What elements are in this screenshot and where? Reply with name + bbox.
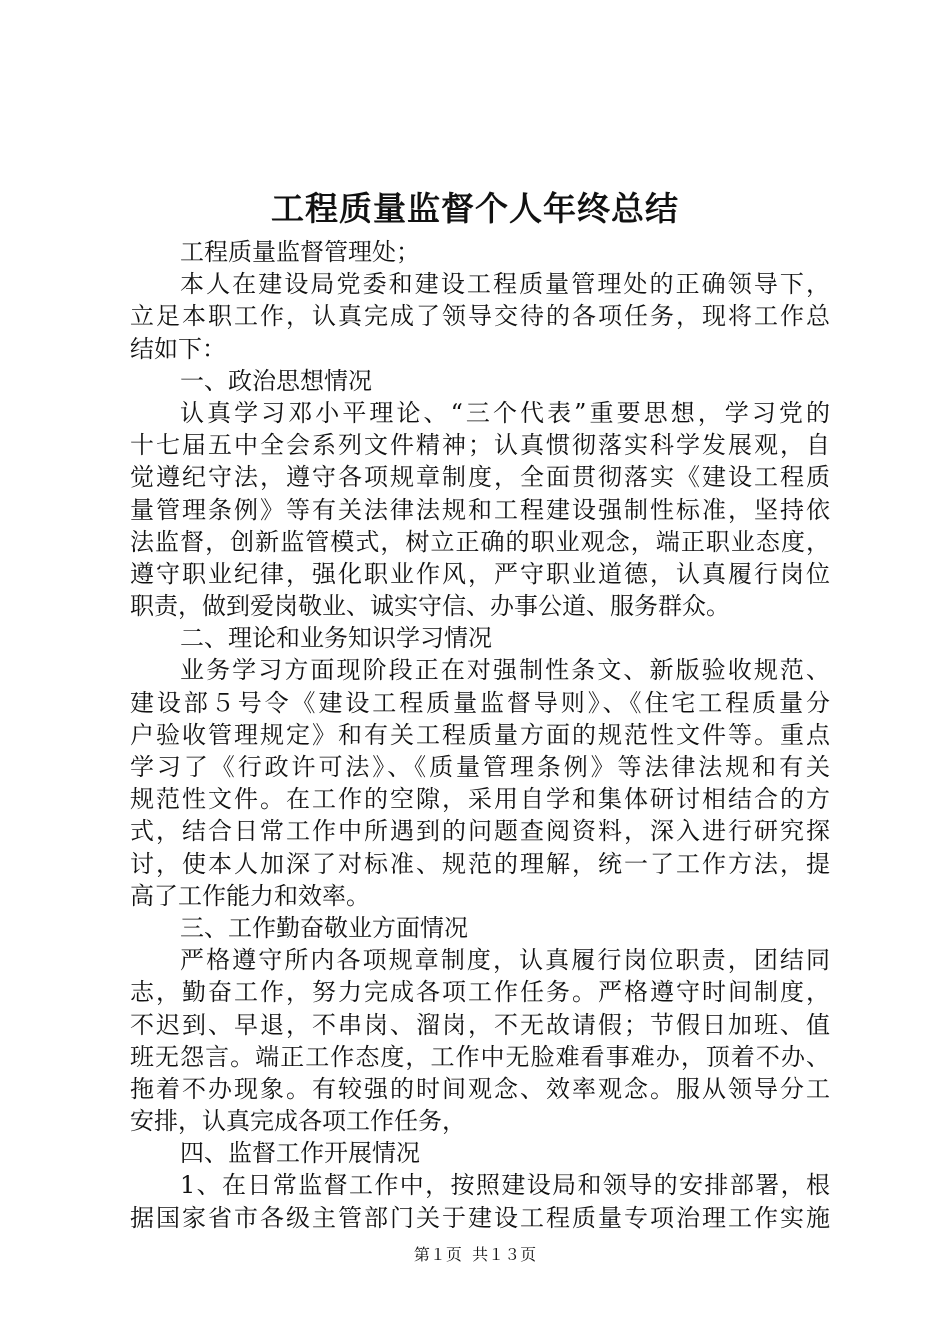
body-line: 量管理条例》等有关法律法规和工程建设强制性标准，坚持依 <box>130 495 830 524</box>
body-line: 户验收管理规定》和有关工程质量方面的规范性文件等。重点 <box>130 720 830 749</box>
body-line: 三、工作勤奋敬业方面情况 <box>180 913 468 942</box>
body-line: 立足本职工作，认真完成了领导交待的各项任务，现将工作总 <box>130 302 830 331</box>
body-line: 认真学习邓小平理论、“三个代表”重要思想，学习党的 <box>180 398 830 427</box>
body-line: 一、政治思想情况 <box>180 366 372 395</box>
body-line: 高了工作能力和效率。 <box>130 881 370 910</box>
body-line: 学习了《行政许可法》、《质量管理条例》等法律法规和有关 <box>130 753 830 781</box>
body-line: 法监督，创新监管模式，树立正确的职业观念，端正职业态度， <box>130 527 830 556</box>
body-line: 拖着不办现象。有较强的时间观念、效率观念。服从领导分工 <box>130 1074 830 1103</box>
body-line: 业务学习方面现阶段正在对强制性条文、新版验收规范、 <box>180 656 830 685</box>
body-line: 遵守职业纪律，强化职业作风，严守职业道德，认真履行岗位 <box>130 559 830 588</box>
body-line: 四、监督工作开展情况 <box>180 1139 420 1168</box>
body-line: 式，结合日常工作中所遇到的问题查阅资料，深入进行研究探 <box>130 817 830 846</box>
body-line: 安排，认真完成各项工作任务， <box>130 1107 466 1136</box>
document-title: 工程质量监督个人年终总结 <box>271 189 679 228</box>
body-line: 讨，使本人加深了对标准、规范的理解，统一了工作方法，提 <box>130 849 830 878</box>
body-line: 结如下： <box>130 334 226 363</box>
body-line: 工程质量监督管理处； <box>180 238 420 266</box>
body-line: 不迟到、早退，不串岗、溜岗，不无故请假；节假日加班、值 <box>130 1010 830 1039</box>
body-line: 1、在日常监督工作中，按照建设局和领导的安排部署，根 <box>180 1171 830 1200</box>
body-line: 严格遵守所内各项规章制度，认真履行岗位职责，团结同 <box>180 946 830 975</box>
body-line: 据国家省市各级主管部门关于建设工程质量专项治理工作实施 <box>130 1203 830 1232</box>
body-line: 觉遵纪守法，遵守各项规章制度，全面贯彻落实《建设工程质 <box>130 463 830 492</box>
body-line: 志，勤奋工作，努力完成各项工作任务。严格遵守时间制度， <box>130 978 830 1007</box>
document-body <box>130 236 830 1234</box>
body-line: 本人在建设局党委和建设工程质量管理处的正确领导下， <box>180 270 830 299</box>
body-line: 二、理论和业务知识学习情况 <box>180 624 492 653</box>
body-line: 建设部５号令《建设工程质量监督导则》、《住宅工程质量分 <box>130 688 830 717</box>
body-line: 班无怨言。端正工作态度，工作中无脸难看事难办，顶着不办、 <box>130 1042 830 1071</box>
page-footer <box>0 1244 950 1266</box>
body-line: 规范性文件。在工作的空隙，采用自学和集体研讨相结合的方 <box>130 785 830 814</box>
body-line: 职责，做到爱岗敬业、诚实守信、办事公道、服务群众。 <box>130 592 730 621</box>
page-number-label: 第１页 共１３页 <box>413 1245 537 1264</box>
body-line: 十七届五中全会系列文件精神；认真惯彻落实科学发展观，自 <box>130 431 830 460</box>
